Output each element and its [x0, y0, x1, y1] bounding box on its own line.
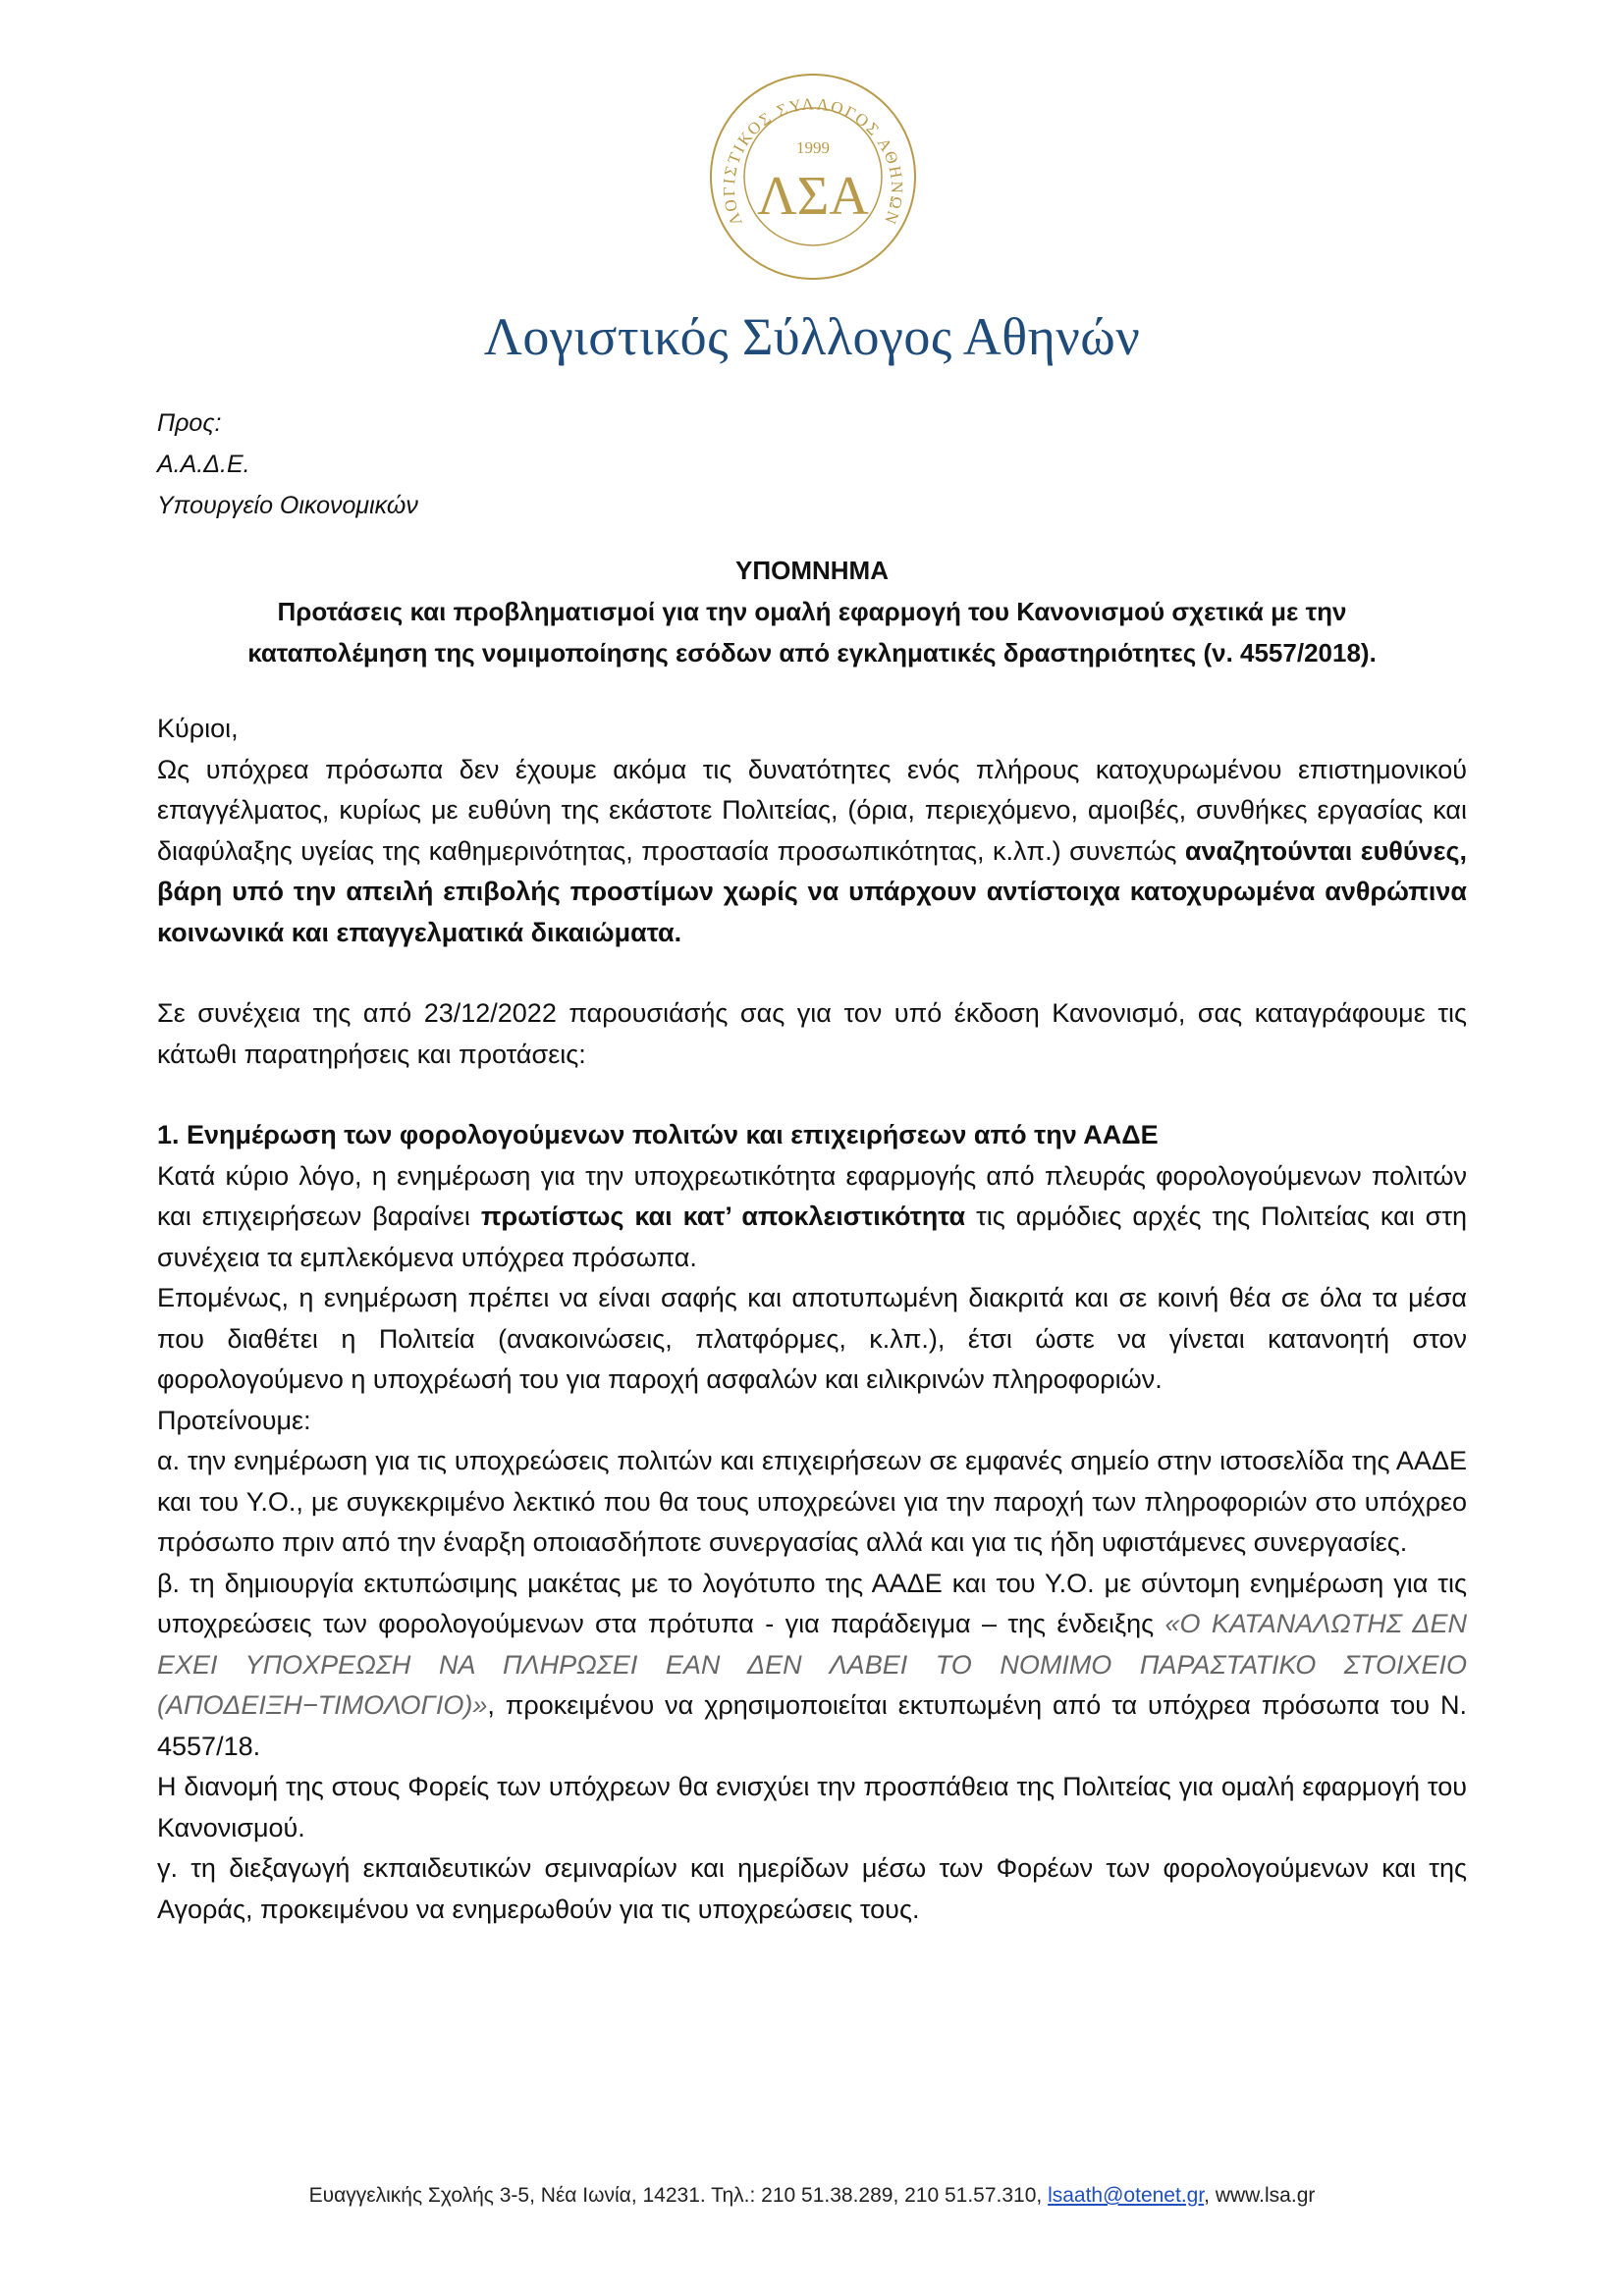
- proposal-b-text-b: , προκειμένου να χρησιμοποιείται εκτυπωμένη από τα υπόχρεα πρόσωπα του Ν. 4557/18.: [157, 1690, 1467, 1761]
- presentation-paragraph: Σε συνέχεια της από 23/12/2022 παρουσιάσής σας για τον υπό έκδοση Κανονισμό, σας καταγράφουμε τις κάτωθι παρατηρήσεις και προτάσεις:: [157, 998, 1467, 1069]
- proposal-b: [157, 1564, 1467, 1768]
- recipients-block: [157, 402, 746, 526]
- memo-title: ΥΠΟΜΝΗΜΑ: [735, 556, 889, 585]
- association-logo: [707, 71, 919, 283]
- intro-paragraph: [157, 750, 1467, 954]
- logo-monogram: ΛΣΑ: [757, 166, 869, 227]
- memo-body: [157, 709, 1467, 1930]
- recipient-aade: Α.Α.Δ.Ε.: [157, 451, 250, 478]
- s1-p1-text-b: τις αρμόδιες αρχές της Πολιτείας και στη συνέχεια τα εμπλεκόμενα υπόχρεα πρόσωπα.: [157, 1201, 1467, 1272]
- organization-name: Λογιστικός Σύλλογος Αθηνών: [483, 307, 1141, 366]
- footer-contact: [0, 2184, 1624, 2208]
- proposal-b-text-a: β. τη δημιουργία εκτυπώσιμης μακέτας με το λογότυπο της ΑΑΔΕ και του Υ.Ο. με σύντομη ενημέρωση για τις υποχρεώσεις των φορολογούμενων στα πρότυπα - για παράδειγμα – της ένδειξης: [157, 1568, 1467, 1638]
- logo-year: 1999: [796, 138, 830, 157]
- propose-label: Προτείνουμε:: [157, 1405, 311, 1435]
- s1-p1-text-a: Κατά κύριο λόγο, η ενημέρωση για την υποχρεωτικότητα εφαρμογής από πλευράς φορολογούμενων πολιτών και επιχειρήσεων βαραίνει: [157, 1160, 1467, 1231]
- intro-text: Ως υπόχρεα πρόσωπα δεν έχουμε ακόμα τις δυνατότητες ενός πλήρους κατοχυρωμένου επιστημονικού επαγγέλματος, κυρίως με ευθύνη της εκάστοτε Πολιτείας, (όρια, περιεχόμενο, αμοιβές, συνθήκες εργασίας και διαφύλαξης υγείας της καθημερινότητας, προστασία προσωπικότητας, κ.λπ.) συνεπώς: [157, 754, 1467, 866]
- proposal-a: α. την ενημέρωση για τις υποχρεώσεις πολιτών και επιχειρήσεων σε εμφανές σημείο στην ιστοσελίδα της ΑΑΔΕ και του Υ.Ο., με συγκεκριμένο λεκτικό που θα τους υποχρεώνει για την παροχή των πληροφοριών στο υπόχρεο πρόσωπο πριν από την έναρξη οποιασδήποτε συνεργασίας αλλά και για τις ήδη υφιστάμενες συνεργασίες.: [157, 1446, 1467, 1557]
- footer-website-link[interactable]: www.lsa.gr: [1215, 2184, 1316, 2207]
- memo-subject-line-1: Προτάσεις και προβληματισμοί για την ομαλή εφαρμογή του Κανονισμού σχετικά με την: [277, 597, 1347, 626]
- intro-bold-text: αναζητούνται ευθύνες, βάρη υπό την απειλή επιβολής προστίμων χωρίς να υπάρχουν αντίστοιχα κατοχυρωμένα ανθρώπινα κοινωνικά και επαγγελματικά δικαιώματα.: [157, 835, 1467, 947]
- logo-arc-text: ΛΟΓΙΣΤΙΚΟΣ ΣΥΛΛΟΓΟΣ ΑΘΗΝΩΝ: [719, 94, 907, 229]
- memo-heading: [157, 550, 1467, 673]
- section-1-title: 1. Ενημέρωση των φορολογούμενων πολιτών και επιχειρήσεων από την ΑΑΔΕ: [157, 1120, 1159, 1149]
- recipients-label: Προς:: [157, 409, 222, 437]
- s1-p1-bold: πρωτίστως και κατ’ αποκλειστικότητα: [480, 1201, 966, 1231]
- footer-separator: ,: [1204, 2184, 1216, 2207]
- section-1-paragraph-2: Επομένως, η ενημέρωση πρέπει να είναι σαφής και αποτυπωμένη διακριτά και σε κοινή θέα σε όλα τα μέσα που διαθέτει η Πολιτεία (ανακοινώσεις, πλατφόρμες, κ.λπ.), έτσι ώστε να γίνεται κατανοητή στον φορολογούμενο η υποχρέωσή του για παροχή ασφαλών και ειλικρινών πληροφοριών.: [157, 1283, 1467, 1394]
- section-1-paragraph-1: [157, 1156, 1467, 1279]
- recipient-ministry: Υπουργείο Οικονομικών: [157, 492, 418, 519]
- proposal-b-quote: «Ο ΚΑΤΑΝΑΛΩΤΗΣ ΔΕΝ ΕΧΕΙ ΥΠΟΧΡΕΩΣΗ ΝΑ ΠΛΗΡΩΣΕΙ ΕΑΝ ΔΕΝ ΛΑΒΕΙ ΤΟ ΝΟΜΙΜΟ ΠΑΡΑΣΤΑΤΙΚΟ ΣΤΟΙΧΕΙΟ (ΑΠΟΔΕΙΞΗ−ΤΙΜΟΛΟΓΙΟ)»: [157, 1609, 1467, 1720]
- proposal-c: γ. τη διεξαγωγή εκπαιδευτικών σεμιναρίων και ημερίδων μέσω των Φορέων των φορολογούμενων και της Αγοράς, προκειμένου να ενημερωθούν για τις υποχρεώσεις τους.: [157, 1853, 1467, 1924]
- footer-address: Ευαγγελικής Σχολής 3-5, Νέα Ιωνία, 14231. Τηλ.: 210 51.38.289, 210 51.57.310,: [308, 2184, 1049, 2207]
- greeting: Κύριοι,: [157, 714, 239, 743]
- memo-subject-line-2: καταπολέμηση της νομιμοποίησης εσόδων από εγκληματικές δραστηριότητες (ν. 4557/2018).: [247, 638, 1377, 667]
- footer-email-link[interactable]: lsaath@otenet.gr: [1048, 2184, 1205, 2207]
- distribution-paragraph: Η διανομή της στους Φορείς των υπόχρεων θα ενισχύει την προσπάθεια της Πολιτείας για ομαλή εφαρμογή του Κανονισμού.: [157, 1772, 1467, 1842]
